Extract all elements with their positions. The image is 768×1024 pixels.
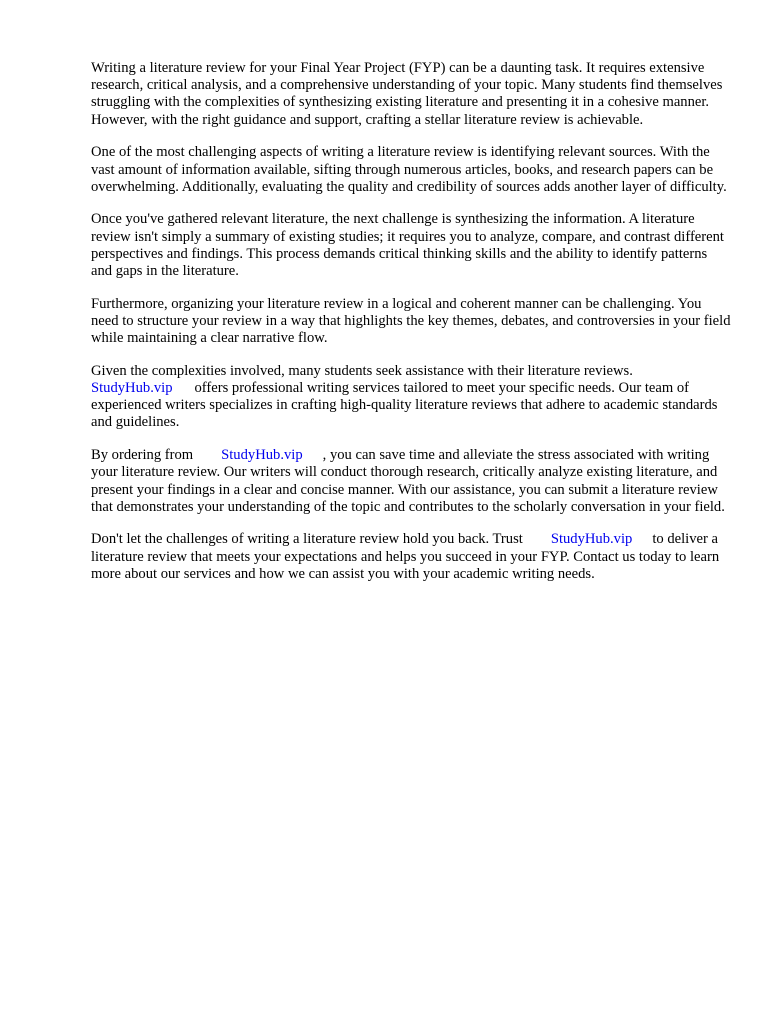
- document-body: [91, 60, 731, 599]
- paragraph-synthesis: Once you've gathered relevant literature, the next challenge is synthesizing the information. A literature review isn't simply a summary of existing studies; it requires you to analyze, compare, and contrast different perspectives and findings. This process demands critical thinking skills and the ability to identify patterns and gaps in the literature.: [91, 211, 724, 280]
- paragraph-sources: One of the most challenging aspects of writing a literature review is identifying relevant sources. With the vast amount of information available, sifting through numerous articles, books, and research papers can be overwhelming. Additionally, evaluating the quality and credibility of sources adds another layer of difficulty.: [91, 144, 727, 195]
- paragraph-assistance-text-end: offers professional writing services tailored to meet your specific needs. Our team of experienced writers specializes in crafting high-quality literature reviews that adhere to academic standards and guidelines.: [91, 380, 718, 431]
- paragraph-ordering: [91, 447, 731, 516]
- paragraph-ordering-text-end: , you can save time and alleviate the stress associated with writing your literature review. Our writers will conduct thorough research, critically analyze existing literature, and present your findings in a clear and concise manner. With our assistance, you can submit a literature review that demonstrates your understanding of the topic and contributes to the scholarly conversation in your field.: [91, 447, 725, 515]
- studyhub-link[interactable]: StudyHub.vip: [550, 531, 633, 548]
- paragraph-ordering-text-start: By ordering from: [91, 447, 194, 464]
- paragraph-organizing: Furthermore, organizing your literature review in a logical and coherent manner can be challenging. You need to structure your review in a way that highlights the key themes, debates, and controversies in your field while maintaining a clear narrative flow.: [91, 295, 731, 347]
- paragraph-closing-text-end: to deliver a literature review that meets your expectations and helps you succeed in your FYP. Contact us today to learn more about our services and how we can assist you with your academic writing needs.: [91, 531, 720, 582]
- paragraph-closing-text-start: Don't let the challenges of writing a literature review hold you back. Trust: [91, 531, 523, 548]
- paragraph-assistance: [91, 363, 731, 432]
- paragraph-assistance-text-start: Given the complexities involved, many students seek assistance with their literature reviews.: [91, 362, 633, 379]
- paragraph-closing: [91, 531, 731, 583]
- studyhub-link[interactable]: StudyHub.vip: [91, 380, 173, 397]
- studyhub-link[interactable]: StudyHub.vip: [221, 447, 303, 464]
- paragraph-intro: Writing a literature review for your Final Year Project (FYP) can be a daunting task. It requires extensive research, critical analysis, and a comprehensive understanding of your topic. Many students find themselves struggling with the complexities of synthesizing existing literature and presenting it in a cohesive manner. However, with the right guidance and support, crafting a stellar literature review is achievable.: [91, 60, 723, 128]
